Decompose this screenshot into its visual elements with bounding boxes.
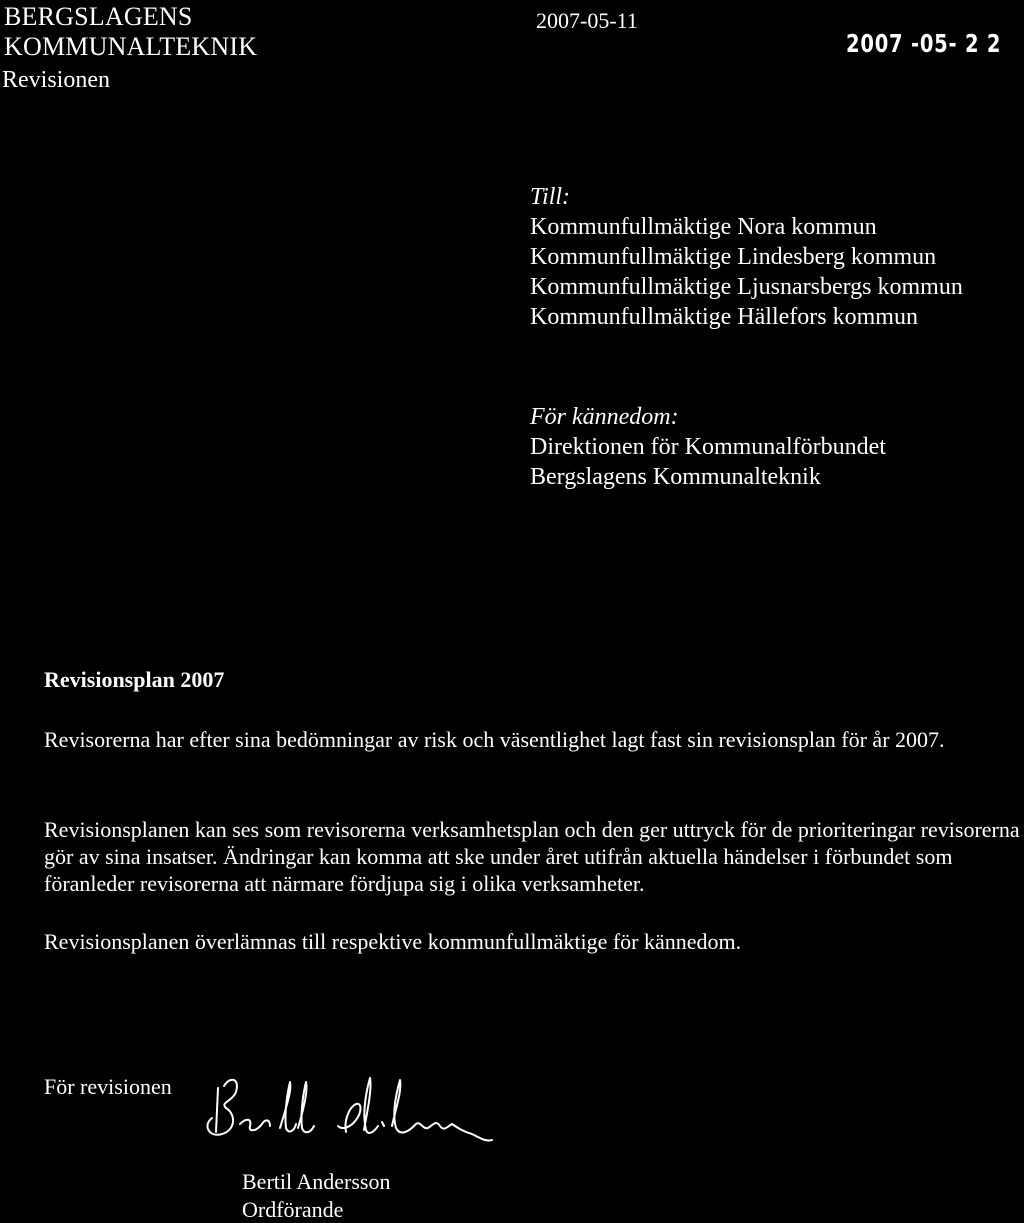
signer-name: Bertil Andersson <box>242 1169 391 1194</box>
recipient-item: Kommunfullmäktige Lindesberg kommun <box>530 244 937 270</box>
signature-label: För revisionen <box>44 1074 172 1099</box>
copy-to-item: Direktionen för Kommunalförbundet <box>530 434 886 460</box>
body-paragraph: Revisionsplanen kan ses som revisorerna verksamhetsplan och den ger uttryck för de prioriteringar revisorerna gör av sina insatser. Ändringar kan komma att ske under året utifrån aktuella händelser i förbundet som föranleder revisorerna att närmare fördjupa sig i olika verksamheter. <box>44 817 1020 896</box>
copy-to-block <box>530 402 886 492</box>
recipient-item: Kommunfullmäktige Nora kommun <box>530 214 877 240</box>
recipient-item: Kommunfullmäktige Ljusnarsbergs kommun <box>530 274 963 300</box>
body-paragraph: Revisorerna har efter sina bedömningar av risk och väsentlighet lagt fast sin revisionsplan för år 2007. <box>44 727 945 752</box>
recipients-label: Till: <box>530 184 571 210</box>
document-heading: Revisionsplan 2007 <box>44 667 225 692</box>
handwritten-signature <box>196 1068 536 1164</box>
copy-to-item: Bergslagens Kommunalteknik <box>530 464 821 490</box>
recipients-block <box>530 182 963 332</box>
recipient-item: Kommunfullmäktige Hällefors kommun <box>530 304 918 330</box>
body-paragraph: Revisionsplanen överlämnas till respektive kommunfullmäktige för kännedom. <box>44 929 742 954</box>
organization-name-line1: BERGSLAGENS <box>4 2 193 31</box>
letter-date: 2007-05-11 <box>536 8 638 33</box>
signer-title: Ordförande <box>242 1197 344 1222</box>
organization-name-line2: KOMMUNALTEKNIK <box>4 32 258 61</box>
copy-to-label: För kännedom: <box>530 404 679 430</box>
received-date-stamp: 2007 -05- 2 2 <box>846 29 1002 58</box>
department-name: Revisionen <box>2 67 110 93</box>
